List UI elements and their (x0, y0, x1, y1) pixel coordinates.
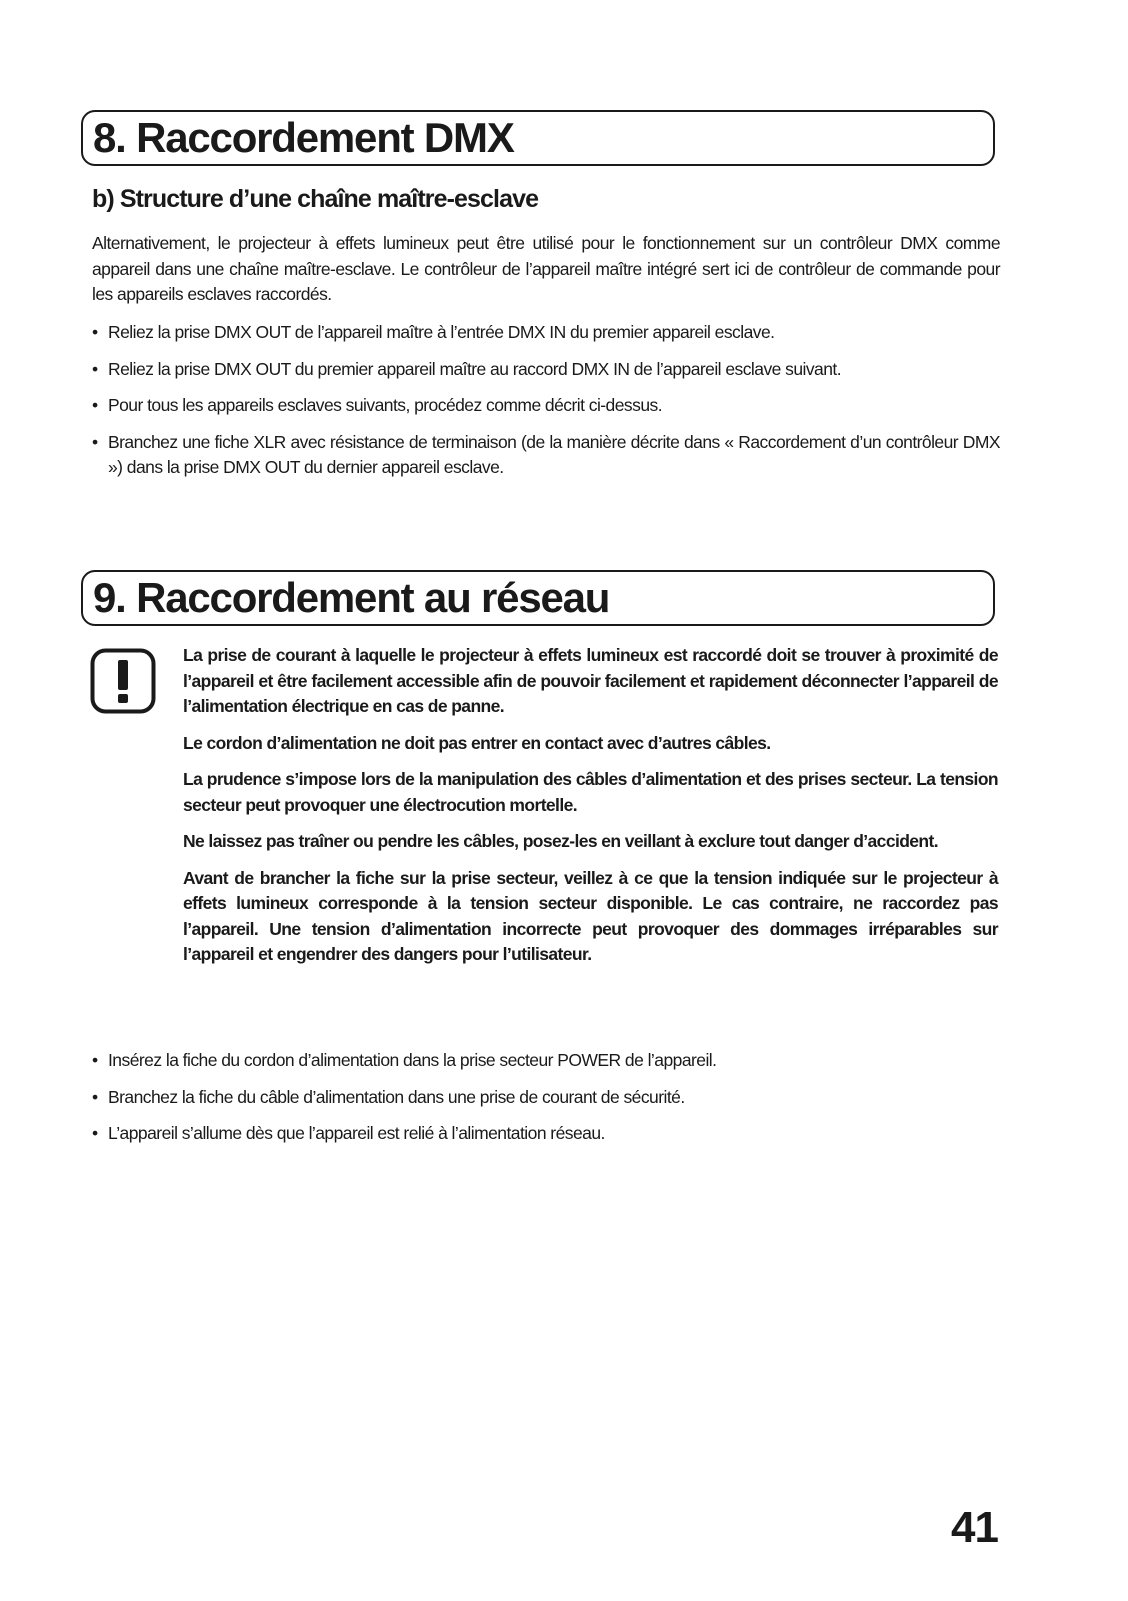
list-item: • Insérez la fiche du cordon d’alimentation dans la prise secteur POWER de l’appareil. (92, 1050, 717, 1070)
power-steps-list (92, 1048, 1000, 1158)
exclamation-warning-icon (90, 648, 156, 714)
list-item-text: Insérez la fiche du cordon d’alimentation dans la prise secteur POWER de l’appareil. (108, 1050, 717, 1070)
page-number: 41 (951, 1503, 998, 1552)
intro-paragraph: Alternativement, le projecteur à effets lumineux peut être utilisé pour le fonctionnement sur un contrôleur DMX comme appareil dans une chaîne maître-esclave. Le contrôleur de l’appareil maître intégré sert ici de contrôleur de commande pour les appareils esclaves raccordés. (92, 233, 1000, 304)
list-item-text: Branchez une fiche XLR avec résistance de terminaison (de la manière décrite dans « Raccordement d’un contrôleur DMX ») dans la prise DMX OUT du dernier appareil esclave. (108, 431, 1000, 477)
section-9-title: 9. Raccordement au réseau (81, 570, 995, 626)
list-item: • Branchez la fiche du câble d’alimentation dans une prise de courant de sécurité. (92, 1086, 685, 1107)
safety-warnings (183, 643, 998, 979)
warning-paragraph: La prise de courant à laquelle le projecteur à effets lumineux est raccordé doit se trouver à proximité de l’appareil et être facilement accessible afin de pouvoir facilement et rapidement déconnecter l’appareil de l’alimentation électrique en cas de panne. (183, 645, 998, 716)
warning-paragraph: Le cordon d’alimentation ne doit pas entrer en contact avec d’autres câbles. (183, 732, 771, 753)
warning-paragraph: Avant de brancher la fiche sur la prise secteur, veillez à ce que la tension indiquée sur le projecteur à effets lumineux corresponde à la tension secteur disponible. Le cas contraire, ne raccordez pas l’appareil. Une tension d’alimentation incorrecte peut provoquer des dommages irréparables sur l’appareil et engendrer des dangers pour l’utilisateur. (183, 867, 998, 964)
dmx-steps-list (92, 320, 1000, 492)
list-item-text: Pour tous les appareils esclaves suivants, procédez comme décrit ci-dessus. (108, 395, 663, 415)
list-item-text: Reliez la prise DMX OUT de l’appareil maître à l’entrée DMX IN du premier appareil esclave. (108, 322, 775, 342)
list-item-text: Branchez la fiche du câble d’alimentation dans une prise de courant de sécurité. (108, 1086, 685, 1107)
section-8b-subheading: b) Structure d’une chaîne maître-esclave (92, 185, 539, 213)
list-item: • Branchez une fiche XLR avec résistance de terminaison (de la manière décrite dans « Raccordement d’un contrôleur DMX ») dans la prise DMX OUT du dernier appareil esclave. (92, 431, 1000, 477)
list-item: • Reliez la prise DMX OUT de l’appareil maître à l’entrée DMX IN du premier appareil esclave. (92, 322, 775, 342)
list-item: • Pour tous les appareils esclaves suivants, procédez comme décrit ci-dessus. (92, 395, 663, 415)
list-item: • Reliez la prise DMX OUT du premier appareil maître au raccord DMX IN de l’appareil esclave suivant. (92, 358, 842, 379)
list-item-text: L’appareil s’allume dès que l’appareil est relié à l’alimentation réseau. (108, 1123, 605, 1143)
list-item: • L’appareil s’allume dès que l’appareil est relié à l’alimentation réseau. (92, 1123, 605, 1143)
section-8-title: 8. Raccordement DMX (81, 110, 995, 166)
list-item-text: Reliez la prise DMX OUT du premier appareil maître au raccord DMX IN de l’appareil esclave suivant. (108, 358, 842, 379)
warning-paragraph: Ne laissez pas traîner ou pendre les câbles, posez-les en veillant à exclure tout danger d’accident. (183, 831, 939, 851)
warning-paragraph: La prudence s’impose lors de la manipulation des câbles d’alimentation et des prises secteur. La tension secteur peut provoquer une électrocution mortelle. (183, 769, 998, 815)
